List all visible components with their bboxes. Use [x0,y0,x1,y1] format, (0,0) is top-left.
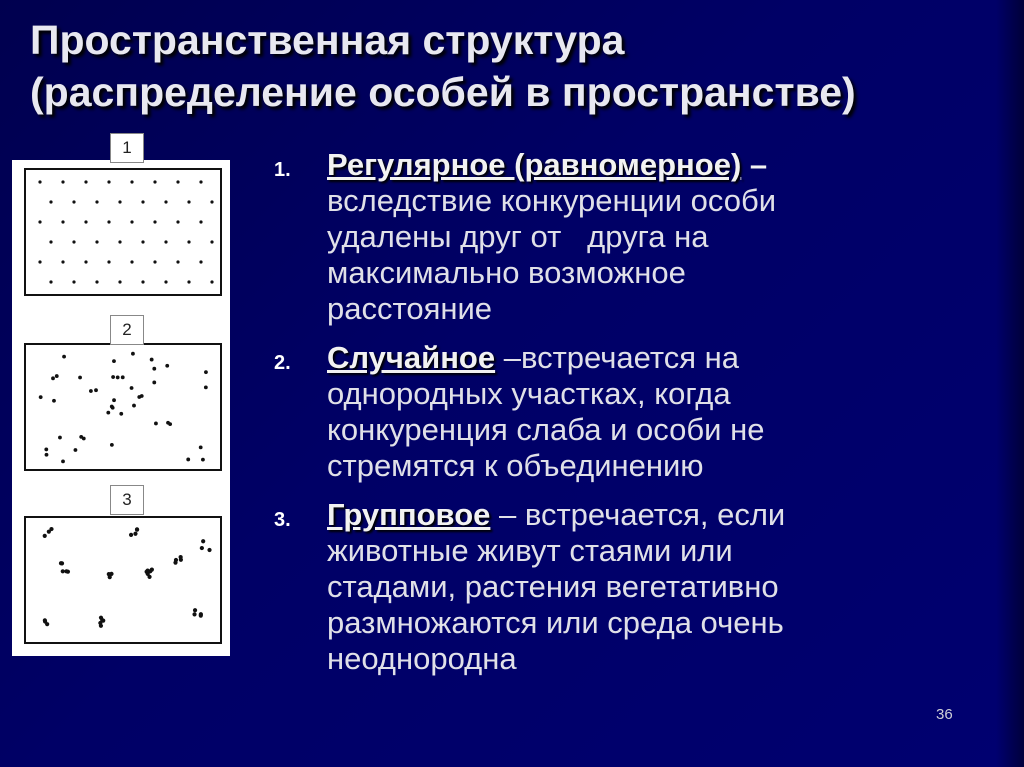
item-line: расстояние [327,291,493,326]
dot [153,220,156,223]
dot [43,618,47,622]
dot [130,260,133,263]
dot [119,412,123,416]
random-distribution-panel [24,343,222,471]
dot [84,260,87,263]
dot [49,527,53,531]
distribution-types-list [270,147,970,690]
dot [176,180,179,183]
item-number: 1. [274,159,291,181]
dot [84,220,87,223]
dot [135,528,139,532]
dot [192,612,196,616]
dot [79,435,83,439]
figure-label-3: 3 [110,485,144,515]
dot [62,355,66,359]
dot [164,240,167,243]
title-line-1: Пространственная структура [30,17,625,63]
dot [49,200,52,203]
dot [39,395,43,399]
item-number: 3. [274,509,291,531]
distribution-figure [12,160,230,656]
item-line: животные живут стаями или [327,533,733,568]
item-line: встречается, если [524,497,786,532]
dot [201,539,205,543]
list-item-random [270,340,970,484]
dot [44,448,48,452]
item-number: 2. [274,352,291,374]
dot [38,260,41,263]
dot [199,260,202,263]
dot [187,240,190,243]
dot [130,220,133,223]
dot [116,376,120,380]
dot [207,548,211,552]
dot [72,280,75,283]
dot [166,421,170,425]
dot [72,200,75,203]
dot [84,180,87,183]
dot [43,534,47,538]
dot [112,398,116,402]
dot [204,385,208,389]
clumped-dots [26,518,220,642]
dot [199,614,203,618]
term-dash: – [741,147,768,182]
item-line: конкуренция слаба и особи не [327,412,765,447]
dot [140,394,144,398]
item-line: стадами, растения вегетативно [327,569,779,604]
dot [74,448,78,452]
dot [61,220,64,223]
dot [98,621,102,625]
dot [154,422,158,426]
clumped-distribution-panel [24,516,222,644]
dot [186,458,190,462]
dot [95,240,98,243]
dot [176,220,179,223]
dot [38,180,41,183]
dot [199,180,202,183]
item-line: стремятся к объединению [327,448,704,483]
dot [94,388,98,392]
dot [61,569,65,573]
dot [95,280,98,283]
dot [152,381,156,385]
dot [141,240,144,243]
dot [64,569,68,573]
dot [210,240,213,243]
dot [152,367,156,371]
dot [51,376,55,380]
dot [200,546,204,550]
dot [72,240,75,243]
dot [118,200,121,203]
page-number: 36 [936,706,953,723]
dot [153,180,156,183]
slide-title [30,14,1010,118]
dot [153,260,156,263]
term-dash: – [495,340,521,375]
dot [201,458,205,462]
list-item-regular [270,147,970,327]
dot [112,359,116,363]
list-item-clumped [270,497,970,677]
dot [38,220,41,223]
dot [89,389,93,393]
dot [106,411,110,415]
dot [131,352,135,356]
dot [107,180,110,183]
random-dots [26,345,220,469]
dot [110,443,114,447]
dot [130,180,133,183]
dot [147,575,151,579]
dot [179,555,183,559]
dot [130,386,134,390]
term-regular: Регулярное (равномерное) [327,147,742,182]
dot [204,370,208,374]
figure-label-1: 1 [110,133,144,163]
item-line: однородных участках, когда [327,376,731,411]
dot [210,200,213,203]
dot [141,200,144,203]
dot [95,200,98,203]
dot [118,280,121,283]
dot [210,280,213,283]
dot [45,453,49,457]
item-line: максимально возможное [327,255,686,290]
dot [133,532,137,536]
dot [49,240,52,243]
regular-distribution-panel [24,168,222,296]
dot [61,459,65,463]
dot [111,375,115,379]
dot [107,260,110,263]
dot [52,399,56,403]
dot [165,364,169,368]
dot [141,280,144,283]
dot [61,260,64,263]
item-line: вследствие конкуренции особи [327,183,777,218]
dot [118,240,121,243]
dot [176,260,179,263]
item-line: размножаются или среда очень [327,605,784,640]
dot [45,622,49,626]
dot [164,200,167,203]
dot [187,200,190,203]
item-line: встречается на [520,340,739,375]
term-clumped: Групповое [327,497,491,532]
dot [150,358,154,362]
dot [55,374,59,378]
dot [199,445,203,449]
dot [129,533,133,537]
dot [193,608,197,612]
dot [132,404,136,408]
dot [78,376,82,380]
term-random: Случайное [327,340,496,375]
dot [174,558,178,562]
dot [146,569,150,573]
dot [164,280,167,283]
dot [59,561,63,565]
item-line: неоднородна [327,641,517,676]
dot [61,180,64,183]
dot [49,280,52,283]
dot [187,280,190,283]
term-dash: – [490,497,525,532]
dot [121,375,125,379]
title-line-2: (распределение особей в пространстве) [30,69,856,115]
dot [58,436,62,440]
figure-label-2: 2 [110,315,144,345]
regular-dots [26,170,220,294]
dot [108,575,112,579]
item-line: удалены друг от друга на [327,219,709,254]
dot [199,220,202,223]
dot [107,220,110,223]
dot [110,405,114,409]
